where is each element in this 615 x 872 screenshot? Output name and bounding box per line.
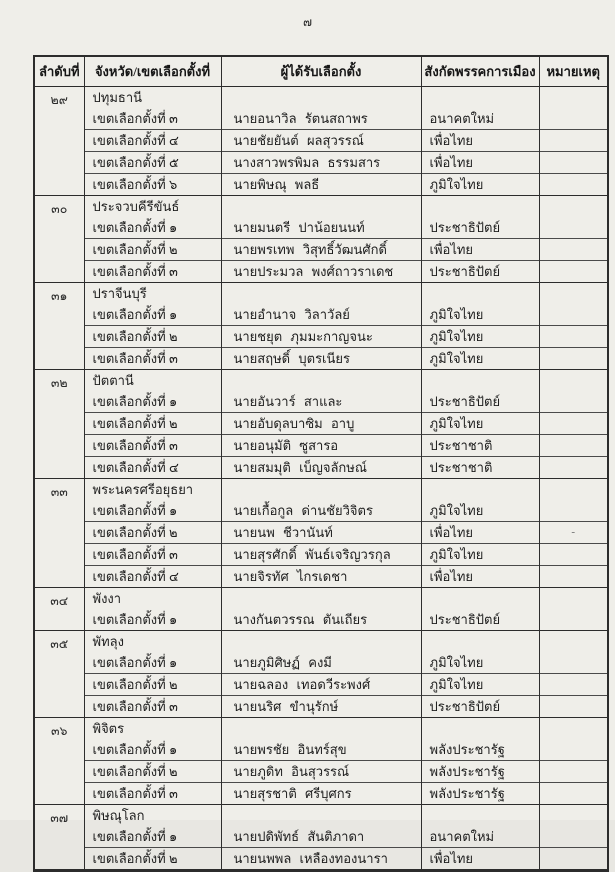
party-cell: เพื่อไทย bbox=[421, 151, 539, 173]
remark-cell bbox=[539, 282, 608, 304]
party-cell: ประชาธิปัตย์ bbox=[421, 695, 539, 717]
order-cell: ๓๐ bbox=[34, 195, 84, 282]
party-cell: ภูมิใจไทย bbox=[421, 304, 539, 326]
district-row bbox=[34, 412, 608, 434]
district-row bbox=[34, 391, 608, 413]
district-cell: เขตเลือกตั้งที่ ๓ bbox=[84, 347, 221, 369]
name-cell bbox=[221, 717, 421, 739]
party-cell: ประชาธิปัตย์ bbox=[421, 260, 539, 282]
district-row bbox=[34, 173, 608, 195]
order-cell: ๓๗ bbox=[34, 804, 84, 870]
province-cell: พระนครศรีอยุธยา bbox=[84, 478, 221, 500]
column-header-4: หมายเหตุ bbox=[539, 56, 608, 86]
district-row bbox=[34, 129, 608, 151]
remark-cell bbox=[539, 739, 608, 761]
order-cell: ๓๓ bbox=[34, 478, 84, 587]
district-cell: เขตเลือกตั้งที่ ๑ bbox=[84, 739, 221, 761]
remark-cell bbox=[539, 587, 608, 609]
party-cell: ประชาชาติ bbox=[421, 456, 539, 478]
district-cell: เขตเลือกตั้งที่ ๒ bbox=[84, 847, 221, 870]
district-row bbox=[34, 609, 608, 631]
order-cell: ๓๒ bbox=[34, 369, 84, 478]
district-cell: เขตเลือกตั้งที่ ๑ bbox=[84, 826, 221, 848]
party-cell: เพื่อไทย bbox=[421, 521, 539, 543]
name-cell: นายปดิพัทธ์ สันติภาดา bbox=[221, 826, 421, 848]
district-row bbox=[34, 521, 608, 543]
district-row bbox=[34, 500, 608, 522]
province-cell: ปัตตานี bbox=[84, 369, 221, 391]
province-row bbox=[34, 86, 608, 108]
remark-cell bbox=[539, 325, 608, 347]
district-row bbox=[34, 304, 608, 326]
remark-cell bbox=[539, 500, 608, 522]
district-row bbox=[34, 826, 608, 848]
remark-cell bbox=[539, 108, 608, 130]
remark-cell bbox=[539, 304, 608, 326]
remark-cell bbox=[539, 717, 608, 739]
party-cell: ประชาชาติ bbox=[421, 434, 539, 456]
district-cell: เขตเลือกตั้งที่ ๔ bbox=[84, 565, 221, 587]
district-row bbox=[34, 434, 608, 456]
remark-cell bbox=[539, 434, 608, 456]
district-cell: เขตเลือกตั้งที่ ๔ bbox=[84, 129, 221, 151]
district-cell: เขตเลือกตั้งที่ ๓ bbox=[84, 543, 221, 565]
district-row bbox=[34, 652, 608, 674]
remark-cell bbox=[539, 652, 608, 674]
page-number: ๗ bbox=[302, 15, 313, 29]
name-cell: นายอันวาร์ สาและ bbox=[221, 391, 421, 413]
district-row bbox=[34, 739, 608, 761]
remark-cell bbox=[539, 151, 608, 173]
remark-cell bbox=[539, 173, 608, 195]
district-cell: เขตเลือกตั้งที่ ๑ bbox=[84, 652, 221, 674]
name-cell: นายประมวล พงศ์ถาวราเดช bbox=[221, 260, 421, 282]
province-row bbox=[34, 195, 608, 217]
party-cell: เพื่อไทย bbox=[421, 129, 539, 151]
order-cell: ๓๕ bbox=[34, 630, 84, 717]
name-cell bbox=[221, 478, 421, 500]
district-cell: เขตเลือกตั้งที่ ๑ bbox=[84, 609, 221, 631]
party-cell: อนาคตใหม่ bbox=[421, 826, 539, 848]
province-row bbox=[34, 717, 608, 739]
remark-cell bbox=[539, 782, 608, 804]
order-cell: ๓๑ bbox=[34, 282, 84, 369]
party-cell bbox=[421, 717, 539, 739]
remark-cell bbox=[539, 847, 608, 870]
remark-cell bbox=[539, 804, 608, 826]
district-row bbox=[34, 760, 608, 782]
district-cell: เขตเลือกตั้งที่ ๑ bbox=[84, 500, 221, 522]
name-cell bbox=[221, 630, 421, 652]
party-cell: พลังประชารัฐ bbox=[421, 739, 539, 761]
district-row bbox=[34, 325, 608, 347]
remark-cell bbox=[539, 391, 608, 413]
province-row bbox=[34, 282, 608, 304]
name-cell: นายอับดุลบาซิม อาบู bbox=[221, 412, 421, 434]
party-cell: ภูมิใจไทย bbox=[421, 543, 539, 565]
name-cell: นายพิษณุ พลธี bbox=[221, 173, 421, 195]
election-results-table bbox=[33, 55, 609, 872]
province-cell: พังงา bbox=[84, 587, 221, 609]
remark-cell bbox=[539, 826, 608, 848]
remark-cell bbox=[539, 456, 608, 478]
district-row bbox=[34, 456, 608, 478]
district-row bbox=[34, 217, 608, 239]
remark-cell bbox=[539, 543, 608, 565]
remark-cell bbox=[539, 260, 608, 282]
party-cell: ภูมิใจไทย bbox=[421, 325, 539, 347]
province-cell: ปราจีนบุรี bbox=[84, 282, 221, 304]
district-cell: เขตเลือกตั้งที่ ๓ bbox=[84, 108, 221, 130]
name-cell: นายจิรทัศ ไกรเดชา bbox=[221, 565, 421, 587]
district-row bbox=[34, 108, 608, 130]
name-cell: นายอำนาจ วิลาวัลย์ bbox=[221, 304, 421, 326]
name-cell: นายพรเทพ วิสุทธิ์วัฒนศักดิ์ bbox=[221, 238, 421, 260]
name-cell: นายภูมิศิษฏ์ คงมี bbox=[221, 652, 421, 674]
remark-cell bbox=[539, 609, 608, 631]
district-cell: เขตเลือกตั้งที่ ๒ bbox=[84, 521, 221, 543]
remark-cell bbox=[539, 217, 608, 239]
province-cell: ปทุมธานี bbox=[84, 86, 221, 108]
remark-cell bbox=[539, 129, 608, 151]
district-cell: เขตเลือกตั้งที่ ๑ bbox=[84, 217, 221, 239]
name-cell: นายนพ ชีวานันท์ bbox=[221, 521, 421, 543]
name-cell: นายอนุมัติ ซูสารอ bbox=[221, 434, 421, 456]
district-cell: เขตเลือกตั้งที่ ๕ bbox=[84, 151, 221, 173]
party-cell bbox=[421, 630, 539, 652]
order-cell: ๓๔ bbox=[34, 587, 84, 630]
table-header bbox=[34, 56, 608, 86]
party-cell: เพื่อไทย bbox=[421, 238, 539, 260]
province-cell: ประจวบคีรีขันธ์ bbox=[84, 195, 221, 217]
remark-cell bbox=[539, 347, 608, 369]
remark-cell bbox=[539, 195, 608, 217]
party-cell: ประชาธิปัตย์ bbox=[421, 609, 539, 631]
district-row bbox=[34, 782, 608, 804]
district-cell: เขตเลือกตั้งที่ ๔ bbox=[84, 456, 221, 478]
district-cell: เขตเลือกตั้งที่ ๓ bbox=[84, 695, 221, 717]
district-row bbox=[34, 238, 608, 260]
district-row bbox=[34, 695, 608, 717]
name-cell bbox=[221, 86, 421, 108]
name-cell: นางสาวพรพิมล ธรรมสาร bbox=[221, 151, 421, 173]
party-cell bbox=[421, 804, 539, 826]
name-cell: นายพรชัย อินทร์สุข bbox=[221, 739, 421, 761]
name-cell: นายเกื้อกูล ด่านชัยวิจิตร bbox=[221, 500, 421, 522]
name-cell bbox=[221, 587, 421, 609]
district-cell: เขตเลือกตั้งที่ ๓ bbox=[84, 260, 221, 282]
district-cell: เขตเลือกตั้งที่ ๒ bbox=[84, 760, 221, 782]
district-row bbox=[34, 673, 608, 695]
party-cell: ภูมิใจไทย bbox=[421, 412, 539, 434]
remark-cell bbox=[539, 478, 608, 500]
name-cell: นายนริศ ขำนุรักษ์ bbox=[221, 695, 421, 717]
remark-cell bbox=[539, 369, 608, 391]
table-body bbox=[34, 86, 608, 870]
province-cell: พัทลุง bbox=[84, 630, 221, 652]
district-cell: เขตเลือกตั้งที่ ๓ bbox=[84, 434, 221, 456]
district-cell: เขตเลือกตั้งที่ ๖ bbox=[84, 173, 221, 195]
column-header-3: สังกัดพรรคการเมือง bbox=[421, 56, 539, 86]
party-cell: อนาคตใหม่ bbox=[421, 108, 539, 130]
party-cell: ประชาธิปัตย์ bbox=[421, 391, 539, 413]
column-header-2: ผู้ได้รับเลือกตั้ง bbox=[221, 56, 421, 86]
remark-cell bbox=[539, 238, 608, 260]
party-cell bbox=[421, 195, 539, 217]
district-row bbox=[34, 847, 608, 870]
district-cell: เขตเลือกตั้งที่ ๒ bbox=[84, 325, 221, 347]
remark-cell bbox=[539, 695, 608, 717]
name-cell: นายภูดิท อินสุวรรณ์ bbox=[221, 760, 421, 782]
name-cell bbox=[221, 804, 421, 826]
party-cell: เพื่อไทย bbox=[421, 847, 539, 870]
party-cell: ภูมิใจไทย bbox=[421, 347, 539, 369]
party-cell: ภูมิใจไทย bbox=[421, 500, 539, 522]
district-cell: เขตเลือกตั้งที่ ๒ bbox=[84, 238, 221, 260]
name-cell: นายอนาวิล รัตนสถาพร bbox=[221, 108, 421, 130]
remark-cell bbox=[539, 630, 608, 652]
district-cell: เขตเลือกตั้งที่ ๑ bbox=[84, 391, 221, 413]
province-row bbox=[34, 478, 608, 500]
remark-cell bbox=[539, 86, 608, 108]
name-cell bbox=[221, 282, 421, 304]
party-cell bbox=[421, 478, 539, 500]
name-cell: นายฉลอง เทอดวีระพงศ์ bbox=[221, 673, 421, 695]
district-cell: เขตเลือกตั้งที่ ๑ bbox=[84, 304, 221, 326]
district-row bbox=[34, 565, 608, 587]
remark-cell bbox=[539, 412, 608, 434]
name-cell bbox=[221, 195, 421, 217]
province-cell: พิษณุโลก bbox=[84, 804, 221, 826]
province-row bbox=[34, 369, 608, 391]
name-cell: นายสุรศักดิ์ พันธ์เจริญวรกุล bbox=[221, 543, 421, 565]
table-header-row bbox=[34, 56, 608, 86]
party-cell bbox=[421, 86, 539, 108]
province-cell: พิจิตร bbox=[84, 717, 221, 739]
order-cell: ๒๙ bbox=[34, 86, 84, 195]
name-cell: นายสมมุติ เบ็ญจลักษณ์ bbox=[221, 456, 421, 478]
province-row bbox=[34, 630, 608, 652]
district-cell: เขตเลือกตั้งที่ ๓ bbox=[84, 782, 221, 804]
party-cell: ภูมิใจไทย bbox=[421, 673, 539, 695]
order-cell: ๓๖ bbox=[34, 717, 84, 804]
party-cell: เพื่อไทย bbox=[421, 565, 539, 587]
remark-cell: - bbox=[539, 521, 608, 543]
name-cell: นายชยุต ภุมมะกาญจนะ bbox=[221, 325, 421, 347]
district-row bbox=[34, 151, 608, 173]
column-header-0: ลำดับที่ bbox=[34, 56, 84, 86]
name-cell: นายนพพล เหลืองทองนารา bbox=[221, 847, 421, 870]
party-cell: ประชาธิปัตย์ bbox=[421, 217, 539, 239]
party-cell: พลังประชารัฐ bbox=[421, 782, 539, 804]
name-cell: นายชัยยันต์ ผลสุวรรณ์ bbox=[221, 129, 421, 151]
district-cell: เขตเลือกตั้งที่ ๒ bbox=[84, 673, 221, 695]
name-cell bbox=[221, 369, 421, 391]
district-row bbox=[34, 260, 608, 282]
party-cell bbox=[421, 369, 539, 391]
name-cell: นางกันตวรรณ ตันเถียร bbox=[221, 609, 421, 631]
remark-cell bbox=[539, 760, 608, 782]
column-header-1: จังหวัด/เขตเลือกตั้งที่ bbox=[84, 56, 221, 86]
party-cell: พลังประชารัฐ bbox=[421, 760, 539, 782]
name-cell: นายสฤษดิ์ บุตรเนียร bbox=[221, 347, 421, 369]
party-cell bbox=[421, 282, 539, 304]
province-row bbox=[34, 587, 608, 609]
name-cell: นายสุรชาติ ศรีบุศกร bbox=[221, 782, 421, 804]
party-cell: ภูมิใจไทย bbox=[421, 652, 539, 674]
remark-cell bbox=[539, 673, 608, 695]
party-cell bbox=[421, 587, 539, 609]
district-row bbox=[34, 543, 608, 565]
district-cell: เขตเลือกตั้งที่ ๒ bbox=[84, 412, 221, 434]
party-cell: ภูมิใจไทย bbox=[421, 173, 539, 195]
remark-cell bbox=[539, 565, 608, 587]
province-row bbox=[34, 804, 608, 826]
district-row bbox=[34, 347, 608, 369]
name-cell: นายมนตรี ปาน้อยนนท์ bbox=[221, 217, 421, 239]
